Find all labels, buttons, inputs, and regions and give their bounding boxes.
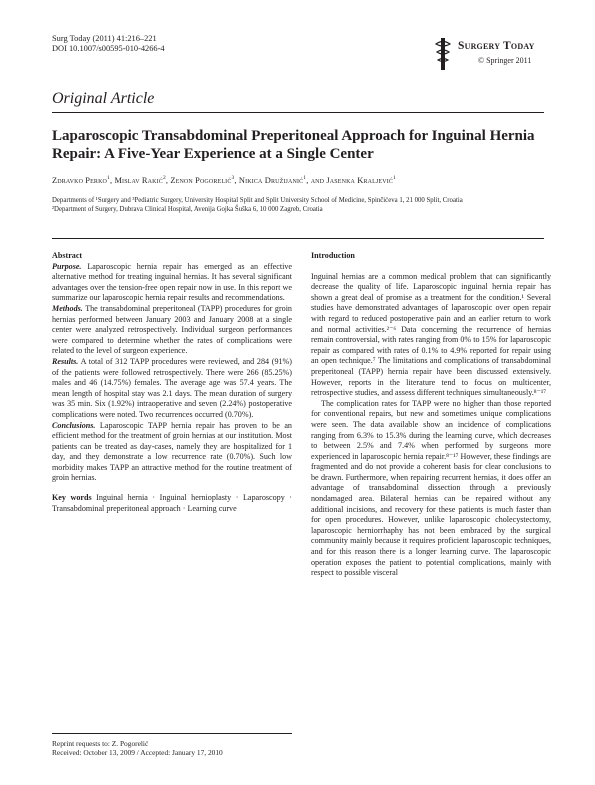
- journal-copyright: © Springer 2011: [478, 56, 532, 65]
- journal-emblem-icon: [432, 36, 454, 72]
- author-name: Mislav Rakić: [114, 176, 163, 185]
- introduction-paragraph: The complication rates for TAPP were no higher than those reported for conventional repairs, but new and sometimes unique complications were seen. The data available show an incidence of complications ranging from 6.3% to 15.3% during the learning curve, which decreases to between 2.5% and 7.4% when performed by surgeons more experienced in laparoscopic hernia repair.⁸⁻¹⁷ However, these findings are fragmented and do not provide a coherent basis for clear conclusions to be drawn. Furthermore, when repairing recurrent hernias, it does offer an advantage of transabdominal dissection through a previously nondamaged area. Bilateral hernias can be repaired without any additional incisions, and recovery for these patients is much faster than for open procedures. However, unlike laparoscopic cholecystectomy, laparoscopic herniorrhaphy has not been embraced by the surgical community mainly because it requires proficient laparoscopic techniques, and for this reason there is a longer learning curve. The laparoscopic operation exposes the patient to potential complications, mainly with respect to possible visceral: [311, 398, 551, 578]
- conclusions-label: Conclusions.: [52, 420, 96, 430]
- keywords-text: Inguinal hernia · Inguinal hernioplasty · Laparoscopy · Transabdominal preperitoneal approach · Learning curve: [52, 493, 292, 513]
- author-affiliation-mark: 1: [107, 175, 110, 182]
- article-type: Original Article: [52, 90, 155, 107]
- results-label: Results.: [52, 356, 79, 366]
- journal-issue: Surg Today (2011) 41:216–221: [52, 34, 157, 43]
- author-affiliation-mark: 3: [231, 175, 235, 182]
- abstract-purpose: [52, 262, 292, 304]
- article-title: Laparoscopic Transabdominal Preperitoneal Approach for Inguinal Hernia Repair: A Five-Year Experience at a Single Center: [52, 128, 535, 162]
- keywords: [52, 493, 292, 514]
- author-affiliation-mark: 2: [162, 175, 166, 182]
- author-name: Zdravko Perko: [52, 176, 108, 185]
- author-list: Zdravko Perko$^1$, Mislav Rakić$^2$, Zenon Pogorelić$^3$, Nikica Družijanić$^1$, and Jasenka Kraljević$^1$: [52, 175, 396, 185]
- footnote: [52, 739, 292, 758]
- conclusions-text: Laparoscopic TAPP hernia repair has proven to be an efficient method for the treatment of groin hernias at our institution. Most patients can be treated as day-cases, namely they are hospitalized for 1 day, and they demonstrate a low recurrence rate (0.70%). Such low morbidity makes TAPP an attractive method for the routine treatment of groin hernias.: [52, 420, 292, 483]
- introduction-paragraph: Inguinal hernias are a common medical problem that can significantly decrease the quality of life. Laparoscopic inguinal hernia repair has shown a great deal of promise as a treatment for the condition.¹ Several studies have demonstrated advantages of laparoscopic over open repair with regard to reduced postoperative pain and an earlier return to work and normal activities.²⁻⁶ Data concerning the recurrence of hernias remain controversial, with rates ranging from 0% to 15% for laparoscopic repair as compared with rates of 0.1% to 4.9% reported for repair using an open technique.⁷ The limitations and complications of transabdominal preperitoneal (TAPP) hernia repair have been discussed extensively. However, reports in the literature tend to focus on multicenter, retrospective studies, and assess different techniques simultaneously.⁸⁻¹⁷: [311, 271, 551, 398]
- abstract-conclusions: [52, 421, 292, 485]
- abstract-results: [52, 357, 292, 421]
- journal-logo: [432, 36, 552, 76]
- author-name: Nikica Družijanić: [238, 176, 304, 185]
- abstract-heading: Abstract: [52, 251, 83, 260]
- author-name: Zenon Pogorelić: [170, 176, 232, 185]
- header-divider: [52, 112, 544, 113]
- results-text: A total of 312 TAPP procedures were reviewed, and 284 (91%) of the patients were followed retrospectively. There were 266 (85.25%) males and 46 (14.75%) females. The average age was 57.4 years. The mean length of hospital stay was 2.1 days. The mean duration of surgery was 35 min. Six (1.92%) intraoperative and seven (2.24%) postoperative complications were noted. Two recurrences occurred (0.70%).: [52, 356, 292, 419]
- introduction-column: [311, 251, 551, 579]
- abstract-column: [52, 251, 292, 514]
- affiliation-2: ²Department of Surgery, Dubrava Clinical Hospital, Avenija Gojka Šuška 6, 10 000 Zagreb, Croatia: [52, 206, 323, 214]
- methods-text: The transabdominal preperitoneal (TAPP) procedures for groin hernias performed between January 2003 and January 2008 at a single center were analyzed retrospectively. Individual surgeon performances were compared to determine whether the rates of complications were related to the level of surgeon experience.: [52, 303, 292, 356]
- journal-doi: DOI 10.1007/s00595-010-4266-4: [52, 44, 165, 53]
- affiliation-divider: [52, 238, 544, 239]
- reprint-requests: Reprint requests to: Z. Pogorelić: [52, 739, 149, 748]
- purpose-text: Laparoscopic hernia repair has emerged as an effective alternative method for treating inguinal hernias. It has several significant advantages over the tension-free open repair now in use. In this report we summarize our laparoscopic hernia repair results and recommendations.: [52, 261, 292, 303]
- journal-logo-name: Surgery Today: [458, 40, 535, 52]
- affiliation-1: Departments of ¹Surgery and ³Pediatric Surgery, University Hospital Split and Split University School of Medicine, Spinčićeva 1, 21 000 Split, Croatia: [52, 197, 463, 204]
- methods-label: Methods.: [52, 303, 83, 313]
- author-affiliation-mark: 1: [303, 175, 307, 182]
- keywords-label: Key words: [52, 493, 92, 503]
- received-date: Received: October 13, 2009 / Accepted: January 17, 2010: [52, 748, 223, 758]
- footnote-divider: [52, 733, 292, 734]
- journal-citation: [52, 34, 165, 54]
- introduction-heading: Introduction: [311, 251, 355, 260]
- purpose-label: Purpose.: [52, 261, 82, 271]
- author-name: Jasenka Kraljević: [326, 176, 394, 185]
- author-affiliation-mark: 1: [393, 175, 396, 182]
- abstract-methods: [52, 304, 292, 357]
- affiliations: [52, 196, 544, 214]
